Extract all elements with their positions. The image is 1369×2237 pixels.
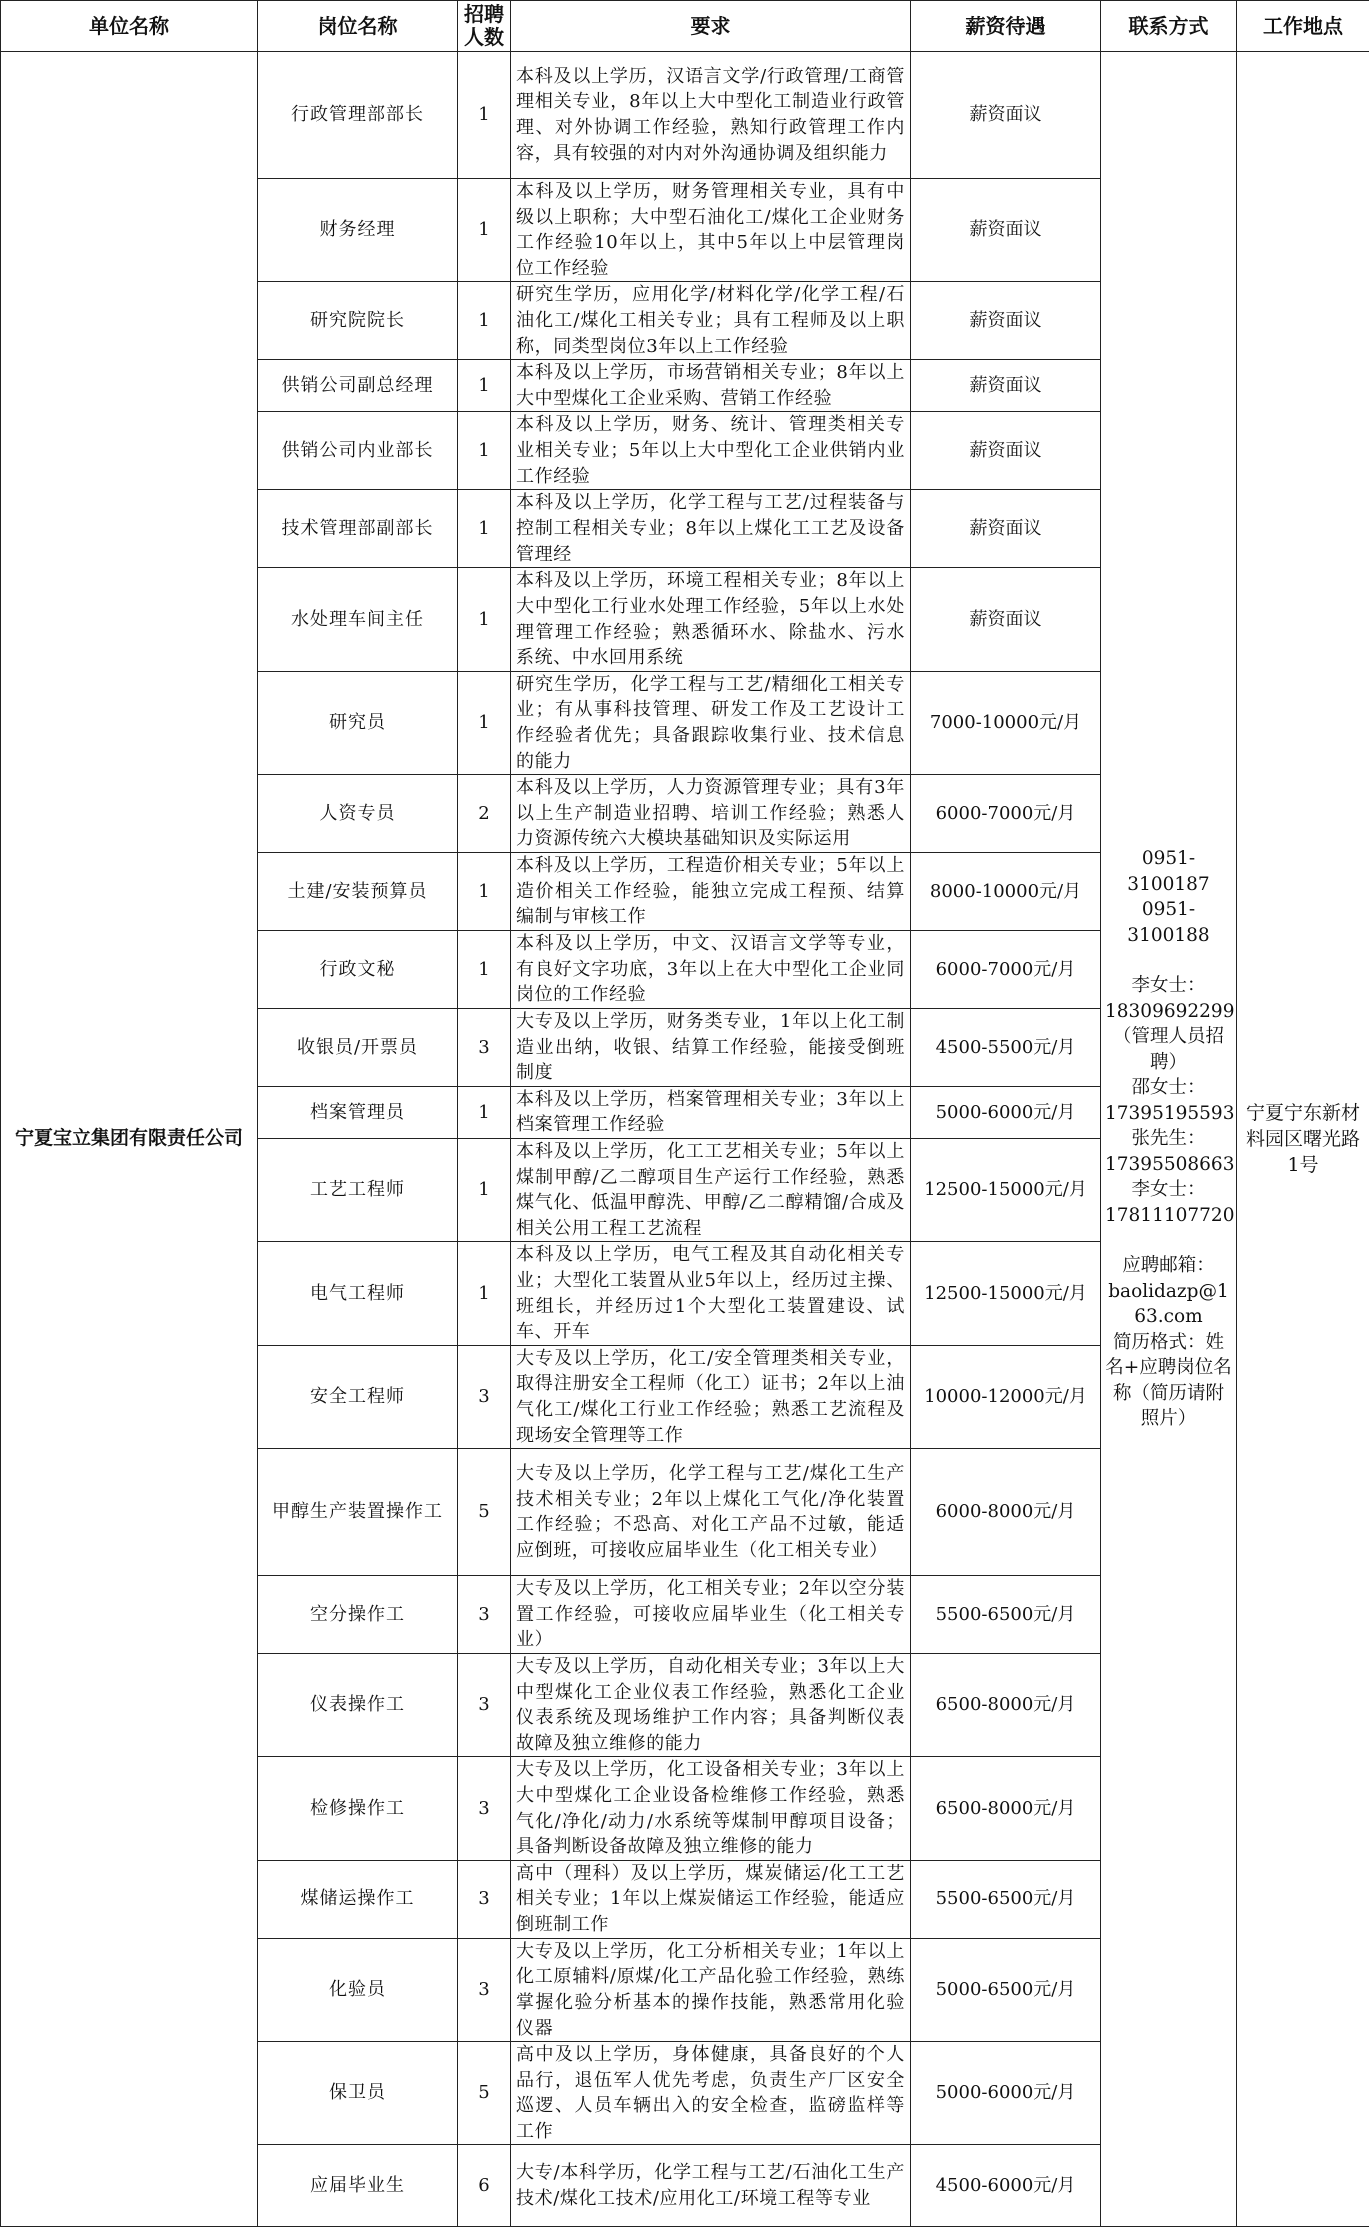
position-count: 1	[458, 282, 511, 360]
contact-email: baolidazp@163.com	[1108, 1280, 1229, 1328]
position-requirements: 本科及以上学历，电气工程及其自动化相关专业；大型化工装置从业5年以上，经历过主操、班组长，并经历过1个大型化工装置建设、试车、开车	[511, 1242, 911, 1345]
position-requirements: 大专及以上学历，化工设备相关专业；3年以上大中型煤化工企业设备检维修工作经验，熟悉气化/净化/动力/水系统等煤制甲醇项目设备；具备判断设备故障及独立维修的能力	[511, 1757, 911, 1860]
position-name: 电气工程师	[258, 1242, 458, 1345]
position-requirements: 高中（理科）及以上学历，煤炭储运/化工工艺相关专业；1年以上煤炭储运工作经验，能适应倒班制工作	[511, 1860, 911, 1938]
position-salary: 7000-10000元/月	[911, 671, 1101, 774]
header-requirements: 要求	[511, 1, 911, 52]
position-salary: 5500-6500元/月	[911, 1860, 1101, 1938]
company-name: 宁夏宝立集团有限责任公司	[1, 52, 258, 2227]
position-count: 1	[458, 568, 511, 671]
position-requirements: 大专及以上学历，财务类专业，1年以上化工制造业出纳，收银、结算工作经验，能接受倒班制度	[511, 1009, 911, 1087]
position-name: 水处理车间主任	[258, 568, 458, 671]
contact-deng-label: 邵女士：	[1131, 1077, 1206, 1099]
position-name: 煤储运操作工	[258, 1860, 458, 1938]
position-requirements: 大专及以上学历，化工分析相关专业；1年以上化工原辅料/原煤/化工产品化验工作经验，熟练掌握化验分析基本的操作技能，熟悉常用化验仪器	[511, 1938, 911, 2041]
position-count: 3	[458, 1576, 511, 1654]
header-row	[1, 1, 1369, 52]
position-requirements: 研究生学历，化学工程与工艺/精细化工相关专业；有从事科技管理、研发工作及工艺设计工作经验者优先；具备跟踪收集行业、技术信息的能力	[511, 671, 911, 774]
position-requirements: 本科及以上学历，财务、统计、管理类相关专业相关专业；5年以上大中型化工企业供销内业工作经验	[511, 412, 911, 490]
position-name: 技术管理部副部长	[258, 490, 458, 568]
position-count: 1	[458, 179, 511, 282]
position-count: 3	[458, 1938, 511, 2041]
position-count: 1	[458, 1086, 511, 1138]
position-count: 3	[458, 1345, 511, 1448]
position-salary: 6000-7000元/月	[911, 775, 1101, 853]
position-name: 仪表操作工	[258, 1653, 458, 1756]
position-name: 研究院院长	[258, 282, 458, 360]
position-name: 档案管理员	[258, 1086, 458, 1138]
position-salary: 5500-6500元/月	[911, 1576, 1101, 1654]
contact-li2-phone: 17811107720	[1105, 1204, 1235, 1226]
position-count: 2	[458, 775, 511, 853]
contact-resume-format: 简历格式：姓名+应聘岗位名称（简历请附照片）	[1105, 1331, 1232, 1430]
position-requirements: 本科及以上学历，财务管理相关专业，具有中级以上职称；大中型石油化工/煤化工企业财务工作经验10年以上，其中5年以上中层管理岗位工作经验	[511, 179, 911, 282]
position-salary: 8000-10000元/月	[911, 853, 1101, 931]
position-count: 5	[458, 2042, 511, 2145]
position-salary: 薪资面议	[911, 52, 1101, 179]
contact-li1-label: 李女士：	[1131, 975, 1206, 997]
position-name: 检修操作工	[258, 1757, 458, 1860]
header-count: 招聘人数	[458, 1, 511, 52]
contact-li1-phone: 18309692299	[1105, 1000, 1235, 1022]
position-count: 1	[458, 412, 511, 490]
header-salary: 薪资待遇	[911, 1, 1101, 52]
position-requirements: 大专及以上学历，化工/安全管理类相关专业，取得注册安全工程师（化工）证书；2年以上油气化工/煤化工行业工作经验；熟悉工艺流程及现场安全管理等工作	[511, 1345, 911, 1448]
position-name: 行政文秘	[258, 931, 458, 1009]
position-requirements: 大专及以上学历，化学工程与工艺/煤化工生产技术相关专业；2年以上煤化工气化/净化装置工作经验；不恐高、对化工产品不过敏，能适应倒班，可接收应届毕业生（化工相关专业）	[511, 1449, 911, 1576]
position-salary: 薪资面议	[911, 360, 1101, 412]
position-name: 工艺工程师	[258, 1139, 458, 1242]
table-row	[1, 52, 1369, 179]
contact-zhang-label: 张先生：	[1131, 1128, 1206, 1150]
contact-li1-note: （管理人员招聘）	[1112, 1026, 1224, 1073]
position-requirements: 大专/本科学历，化学工程与工艺/石油化工生产技术/煤化工技术/应用化工/环境工程等专业	[511, 2145, 911, 2227]
position-count: 3	[458, 1009, 511, 1087]
position-requirements: 本科及以上学历，汉语言文学/行政管理/工商管理相关专业，8年以上大中型化工制造业行政管理、对外协调工作经验，熟知行政管理工作内容，具有较强的对内对外沟通协调及组织能力	[511, 52, 911, 179]
position-requirements: 高中及以上学历，身体健康，具备良好的个人品行，退伍军人优先考虑，负责生产厂区安全巡逻、人员车辆出入的安全检查，监磅监样等工作	[511, 2042, 911, 2145]
position-salary: 薪资面议	[911, 568, 1101, 671]
position-count: 3	[458, 1757, 511, 1860]
position-salary: 5000-6000元/月	[911, 2042, 1101, 2145]
position-count: 3	[458, 1860, 511, 1938]
position-requirements: 本科及以上学历，档案管理相关专业；3年以上档案管理工作经验	[511, 1086, 911, 1138]
position-requirements: 本科及以上学历，市场营销相关专业；8年以上大中型煤化工企业采购、营销工作经验	[511, 360, 911, 412]
contact-li2-label: 李女士：	[1131, 1179, 1206, 1201]
position-salary: 6000-8000元/月	[911, 1449, 1101, 1576]
position-name: 空分操作工	[258, 1576, 458, 1654]
contact-phone-2: 0951-3100188	[1127, 899, 1210, 946]
contact-email-label: 应聘邮箱：	[1122, 1255, 1215, 1277]
position-salary: 12500-15000元/月	[911, 1139, 1101, 1242]
position-name: 应届毕业生	[258, 2145, 458, 2227]
position-name: 研究员	[258, 671, 458, 774]
position-name: 人资专员	[258, 775, 458, 853]
position-requirements: 本科及以上学历，工程造价相关专业；5年以上造价相关工作经验，能独立完成工程预、结算编制与审核工作	[511, 853, 911, 931]
position-name: 行政管理部部长	[258, 52, 458, 179]
position-salary: 6500-8000元/月	[911, 1757, 1101, 1860]
position-name: 安全工程师	[258, 1345, 458, 1448]
position-salary: 薪资面议	[911, 412, 1101, 490]
position-requirements: 大专及以上学历，自动化相关专业；3年以上大中型煤化工企业仪表工作经验，熟悉化工企业仪表系统及现场维护工作内容；具备判断仪表故障及独立维修的能力	[511, 1653, 911, 1756]
contact-info	[1101, 52, 1237, 2227]
position-salary: 6500-8000元/月	[911, 1653, 1101, 1756]
position-salary: 10000-12000元/月	[911, 1345, 1101, 1448]
position-salary: 薪资面议	[911, 179, 1101, 282]
position-name: 财务经理	[258, 179, 458, 282]
position-requirements: 本科及以上学历，化工工艺相关专业；5年以上煤制甲醇/乙二醇项目生产运行工作经验，熟悉煤气化、低温甲醇洗、甲醇/乙二醇精馏/合成及相关公用工程工艺流程	[511, 1139, 911, 1242]
position-name: 甲醇生产装置操作工	[258, 1449, 458, 1576]
position-name: 供销公司副总经理	[258, 360, 458, 412]
position-count: 1	[458, 671, 511, 774]
position-count: 5	[458, 1449, 511, 1576]
position-salary: 薪资面议	[911, 282, 1101, 360]
position-salary: 6000-7000元/月	[911, 931, 1101, 1009]
contact-phone-1: 0951-3100187	[1127, 848, 1210, 895]
header-company: 单位名称	[1, 1, 258, 52]
position-salary: 5000-6000元/月	[911, 1086, 1101, 1138]
header-contact: 联系方式	[1101, 1, 1237, 52]
position-count: 1	[458, 1139, 511, 1242]
header-position: 岗位名称	[258, 1, 458, 52]
header-location: 工作地点	[1237, 1, 1369, 52]
position-requirements: 本科及以上学历，化学工程与工艺/过程装备与控制工程相关专业；8年以上煤化工工艺及设备管理经	[511, 490, 911, 568]
position-salary: 5000-6500元/月	[911, 1938, 1101, 2041]
position-requirements: 本科及以上学历，环境工程相关专业；8年以上大中型化工行业水处理工作经验，5年以上水处理管理工作经验；熟悉循环水、除盐水、污水系统、中水回用系统	[511, 568, 911, 671]
position-salary: 薪资面议	[911, 490, 1101, 568]
position-count: 1	[458, 1242, 511, 1345]
contact-zhang-phone: 17395508663	[1105, 1153, 1235, 1175]
position-requirements: 大专及以上学历，化工相关专业；2年以空分装置工作经验，可接收应届毕业生（化工相关专业）	[511, 1576, 911, 1654]
work-location: 宁夏宁东新材料园区曙光路1号	[1237, 52, 1369, 2227]
position-requirements: 研究生学历，应用化学/材料化学/化学工程/石油化工/煤化工相关专业；具有工程师及以上职称，同类型岗位3年以上工作经验	[511, 282, 911, 360]
position-count: 1	[458, 931, 511, 1009]
position-salary: 12500-15000元/月	[911, 1242, 1101, 1345]
position-count: 1	[458, 360, 511, 412]
position-count: 6	[458, 2145, 511, 2227]
position-count: 1	[458, 853, 511, 931]
position-name: 收银员/开票员	[258, 1009, 458, 1087]
position-salary: 4500-5500元/月	[911, 1009, 1101, 1087]
position-count: 1	[458, 52, 511, 179]
position-name: 供销公司内业部长	[258, 412, 458, 490]
position-requirements: 本科及以上学历，人力资源管理专业；具有3年以上生产制造业招聘、培训工作经验；熟悉人力资源传统六大模块基础知识及实际运用	[511, 775, 911, 853]
position-requirements: 本科及以上学历，中文、汉语言文学等专业，有良好文字功底，3年以上在大中型化工企业同岗位的工作经验	[511, 931, 911, 1009]
position-name: 保卫员	[258, 2042, 458, 2145]
contact-deng-phone: 17395195593	[1105, 1102, 1235, 1124]
position-count: 1	[458, 490, 511, 568]
position-count: 3	[458, 1653, 511, 1756]
position-salary: 4500-6000元/月	[911, 2145, 1101, 2227]
position-name: 化验员	[258, 1938, 458, 2041]
position-name: 土建/安装预算员	[258, 853, 458, 931]
